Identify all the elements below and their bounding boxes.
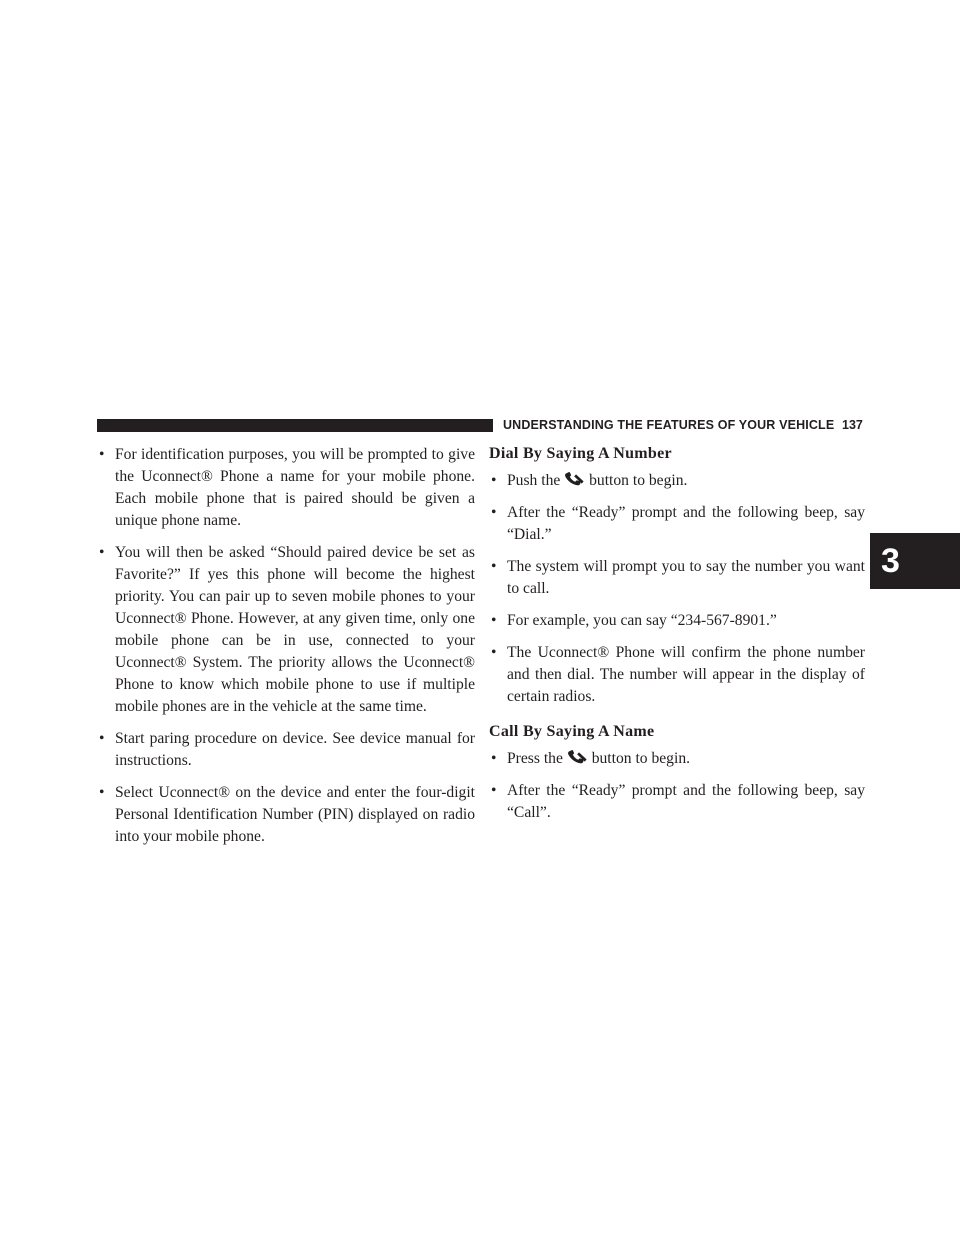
- phone-handset-icon: [564, 472, 584, 486]
- list-item: • Start paring procedure on device. See device manual for instructions.: [97, 728, 475, 772]
- list-item: • For example, you can say “234-567-8901.”: [489, 610, 865, 632]
- page-number: 137: [842, 418, 863, 432]
- left-bullet-list: [97, 444, 475, 848]
- list-item: • You will then be asked “Should paired device be set as Favorite?” If yes this phone will become the highest priority. You can pair up to seven mobile phones to your Uconnect® Phone. However, at any given time, only one mobile phone can be in use, connected to your Uconnect® System. The priority allows the Uconnect® Phone to know which mobile phone to use if multiple mobile phones are in the vehicle at the same time.: [97, 542, 475, 718]
- list-item: [489, 748, 865, 770]
- instruction-text: button to begin.: [589, 472, 688, 489]
- dial-number-bullet-list: [489, 470, 865, 708]
- list-item: [489, 470, 865, 492]
- instruction-text: button to begin.: [591, 750, 691, 767]
- list-item: • After the “Ready” prompt and the following beep, say “Dial.”: [489, 502, 865, 546]
- right-column: [489, 444, 865, 834]
- list-item: • The Uconnect® Phone will confirm the phone number and then dial. The number will appear in the display of certain radios.: [489, 642, 865, 708]
- list-item: • Select Uconnect® on the device and enter the four-digit Personal Identification Number (PIN) displayed on radio into your mobile phone.: [97, 782, 475, 848]
- list-item: • For identification purposes, you will be prompted to give the Uconnect® Phone a name for your mobile phone. Each mobile phone that is paired should be given a unique phone name.: [97, 444, 475, 532]
- instruction-text: Press the: [507, 750, 563, 767]
- list-item: • The system will prompt you to say the number you want to call.: [489, 556, 865, 600]
- chapter-number: 3: [881, 542, 900, 580]
- chapter-tab: [870, 533, 960, 589]
- section-heading-call-name: Call By Saying A Name: [489, 723, 655, 740]
- instruction-text: Push the: [507, 472, 561, 489]
- left-column: [97, 444, 475, 858]
- list-item: • After the “Ready” prompt and the following beep, say “Call”.: [489, 780, 865, 824]
- phone-handset-icon: [567, 750, 587, 764]
- header-rule: [97, 419, 493, 432]
- running-header: UNDERSTANDING THE FEATURES OF YOUR VEHICLE: [503, 418, 835, 432]
- section-heading-dial-number: Dial By Saying A Number: [489, 445, 672, 462]
- call-name-bullet-list: [489, 748, 865, 824]
